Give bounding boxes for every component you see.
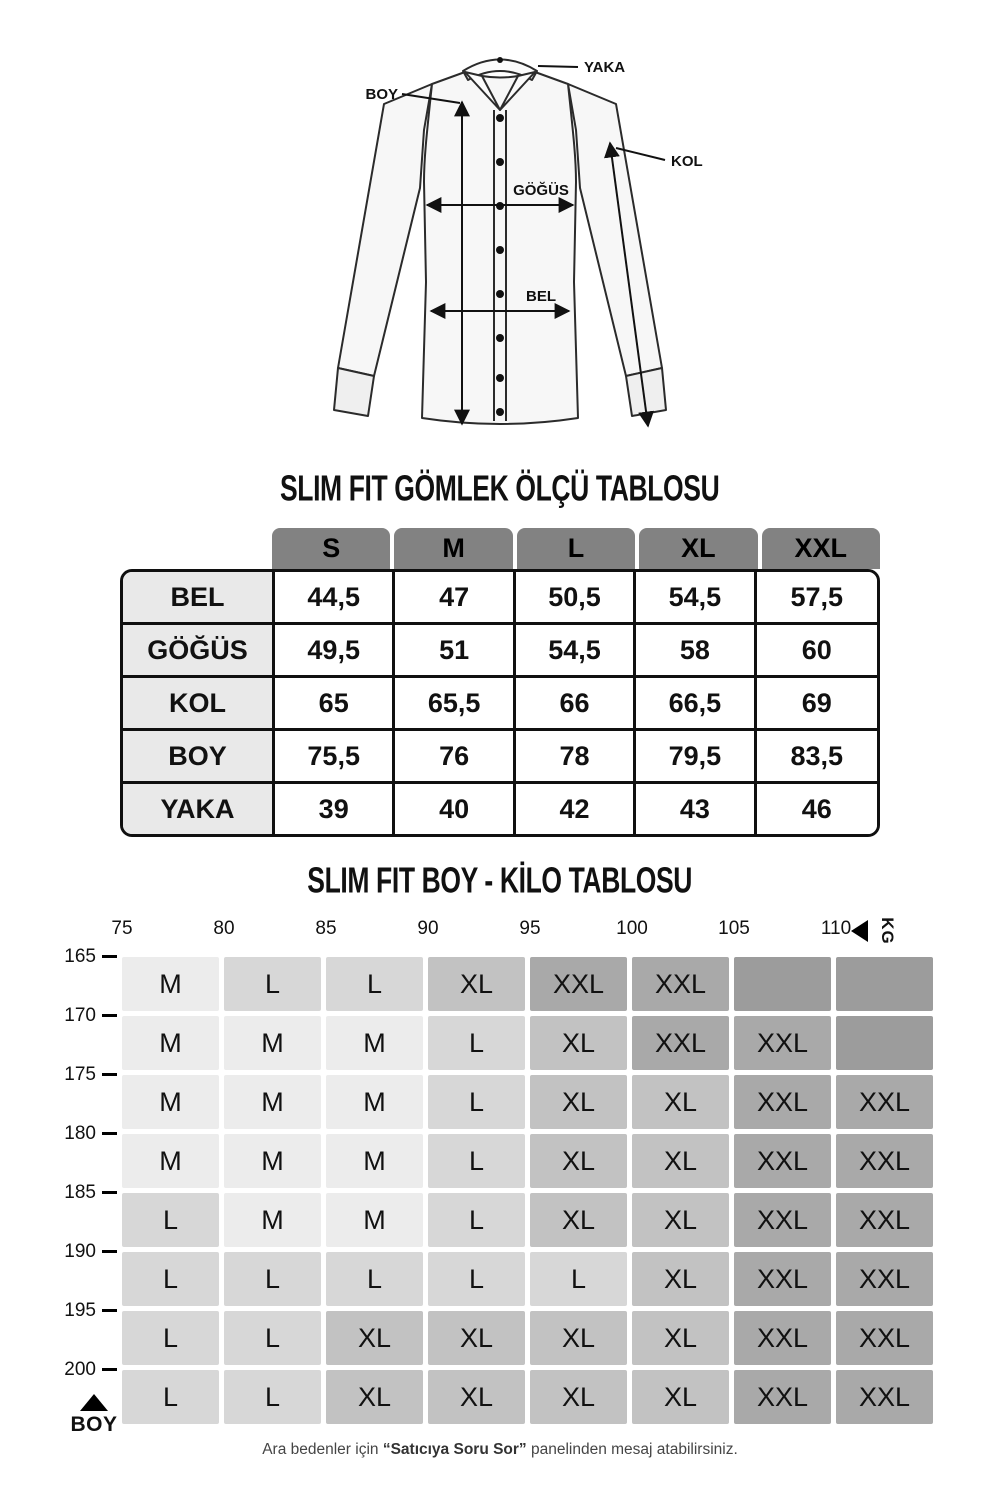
matrix-cell: XL bbox=[326, 1370, 423, 1424]
matrix-cell: L bbox=[224, 957, 321, 1011]
label-boy: BOY bbox=[365, 86, 398, 103]
size-table-cell: 42 bbox=[516, 784, 636, 834]
matrix-cell: XXL bbox=[734, 1370, 831, 1424]
matrix-cell: XL bbox=[632, 1075, 729, 1129]
matrix-cell: M bbox=[122, 1016, 219, 1070]
left-sleeve bbox=[338, 84, 432, 376]
boy-axis-label: 170 bbox=[64, 1005, 96, 1026]
size-table-cell: 40 bbox=[395, 784, 515, 834]
matrix-cell: M bbox=[326, 1075, 423, 1129]
matrix-cell: XL bbox=[530, 1370, 627, 1424]
size-table-row-label: YAKA bbox=[123, 784, 275, 834]
matrix-cell: L bbox=[122, 1370, 219, 1424]
matrix-cell: M bbox=[122, 1134, 219, 1188]
matrix-cell: XL bbox=[428, 1311, 525, 1365]
boy-axis-tick bbox=[102, 1014, 117, 1017]
size-table-cell: 57,5 bbox=[757, 572, 877, 625]
matrix-cell: XL bbox=[632, 1193, 729, 1247]
boy-axis-label: 185 bbox=[64, 1182, 96, 1203]
size-table-row-label: KOL bbox=[123, 678, 275, 731]
size-table-cell: 54,5 bbox=[516, 625, 636, 678]
matrix-cell bbox=[734, 957, 831, 1011]
matrix-cell: XL bbox=[530, 1193, 627, 1247]
matrix-cell: XL bbox=[530, 1016, 627, 1070]
matrix-cell: XL bbox=[326, 1311, 423, 1365]
boy-axis-label: 165 bbox=[64, 946, 96, 967]
matrix-cell: XL bbox=[530, 1075, 627, 1129]
size-table-cell: 69 bbox=[757, 678, 877, 731]
size-table-cell: 39 bbox=[275, 784, 395, 834]
size-table-row-label: BOY bbox=[123, 731, 275, 784]
kg-axis-label: 95 bbox=[519, 918, 541, 939]
size-column-header: M bbox=[394, 528, 512, 569]
matrix-cell bbox=[836, 1016, 933, 1070]
boy-axis-label: 195 bbox=[64, 1300, 96, 1321]
matrix-cell: L bbox=[224, 1311, 321, 1365]
boy-axis-tick bbox=[102, 1132, 117, 1135]
matrix-cell: XXL bbox=[734, 1075, 831, 1129]
matrix-cell: XL bbox=[428, 1370, 525, 1424]
size-table-cell: 44,5 bbox=[275, 572, 395, 625]
matrix-cell: M bbox=[326, 1193, 423, 1247]
kg-axis-label: 100 bbox=[616, 918, 648, 939]
kg-axis-label: 85 bbox=[315, 918, 337, 939]
kg-axis-label: 105 bbox=[718, 918, 750, 939]
matrix-cell: XXL bbox=[836, 1193, 933, 1247]
label-yaka: YAKA bbox=[584, 59, 626, 76]
matrix-cell: M bbox=[224, 1134, 321, 1188]
matrix-cell: M bbox=[224, 1193, 321, 1247]
matrix-cell: M bbox=[224, 1075, 321, 1129]
size-table-cell: 47 bbox=[395, 572, 515, 625]
matrix-cell: XL bbox=[632, 1311, 729, 1365]
size-column-header: XL bbox=[639, 528, 757, 569]
size-table-row-label: BEL bbox=[123, 572, 275, 625]
boy-axis-tick bbox=[102, 1191, 117, 1194]
size-table-cell: 46 bbox=[757, 784, 877, 834]
size-table-cell: 76 bbox=[395, 731, 515, 784]
label-kol: KOL bbox=[671, 153, 703, 170]
size-table-cell: 66,5 bbox=[636, 678, 756, 731]
label-gogus: GÖĞÜS bbox=[513, 182, 569, 199]
matrix-cell: XL bbox=[632, 1134, 729, 1188]
matrix-cell: L bbox=[428, 1075, 525, 1129]
size-column-header: L bbox=[517, 528, 635, 569]
size-column-header: XXL bbox=[762, 528, 880, 569]
matrix-cell: XXL bbox=[836, 1370, 933, 1424]
boy-arrow-icon bbox=[80, 1394, 108, 1411]
size-table-cell: 79,5 bbox=[636, 731, 756, 784]
size-table-body bbox=[120, 569, 880, 837]
matrix-title: SLIM FIT BOY - KİLO TABLOSU bbox=[307, 861, 693, 901]
footer-highlight: “Satıcıya Soru Sor” bbox=[382, 1441, 527, 1458]
matrix-cell: XXL bbox=[530, 957, 627, 1011]
boy-axis-tick bbox=[102, 1250, 117, 1253]
size-table-cell: 60 bbox=[757, 625, 877, 678]
size-table-title: SLIM FIT GÖMLEK ÖLÇÜ TABLOSU bbox=[280, 469, 720, 509]
size-table-cell: 83,5 bbox=[757, 731, 877, 784]
boy-axis-label: 200 bbox=[64, 1359, 96, 1380]
matrix-cell: L bbox=[428, 1252, 525, 1306]
boy-axis-tick bbox=[102, 1309, 117, 1312]
boy-axis-title: BOY bbox=[70, 1413, 118, 1436]
footer-note bbox=[0, 1441, 1000, 1459]
matrix-cell: M bbox=[326, 1134, 423, 1188]
matrix-cell: XL bbox=[530, 1311, 627, 1365]
boy-axis-tick bbox=[102, 1368, 117, 1371]
matrix-cell: M bbox=[224, 1016, 321, 1070]
matrix-cell: L bbox=[326, 957, 423, 1011]
boy-axis-label: 175 bbox=[64, 1064, 96, 1085]
matrix-cell: L bbox=[326, 1252, 423, 1306]
label-bel: BEL bbox=[526, 288, 556, 305]
kg-axis-title: KG bbox=[877, 917, 897, 945]
matrix-cell: XL bbox=[428, 957, 525, 1011]
size-table-cell: 78 bbox=[516, 731, 636, 784]
footer-suffix: panelinden mesaj atabilirsiniz. bbox=[526, 1441, 738, 1458]
matrix-cell: XXL bbox=[734, 1016, 831, 1070]
left-cuff bbox=[334, 368, 374, 416]
kg-axis-label: 80 bbox=[213, 918, 235, 939]
boy-axis-marker bbox=[60, 1394, 128, 1437]
boy-axis-tick bbox=[102, 955, 117, 958]
matrix-cell: M bbox=[122, 957, 219, 1011]
kg-arrow-icon bbox=[851, 920, 868, 942]
size-table-row-label: GÖĞÜS bbox=[123, 625, 275, 678]
size-table-cell: 58 bbox=[636, 625, 756, 678]
footer-prefix: Ara bedenler için bbox=[262, 1441, 383, 1458]
yaka-leader-line bbox=[538, 66, 578, 67]
size-table-cell: 49,5 bbox=[275, 625, 395, 678]
matrix-cell: L bbox=[122, 1311, 219, 1365]
boy-axis-label: 180 bbox=[64, 1123, 96, 1144]
boy-axis-label: 190 bbox=[64, 1241, 96, 1262]
matrix-cell: L bbox=[428, 1193, 525, 1247]
matrix-cell: L bbox=[122, 1252, 219, 1306]
matrix-cell: XXL bbox=[632, 957, 729, 1011]
boy-axis-tick bbox=[102, 1073, 117, 1076]
matrix-cell: XXL bbox=[734, 1311, 831, 1365]
kg-axis-label: 90 bbox=[417, 918, 439, 939]
matrix-cell: M bbox=[326, 1016, 423, 1070]
matrix-cell: XXL bbox=[632, 1016, 729, 1070]
size-table-cell: 50,5 bbox=[516, 572, 636, 625]
boy-kilo-matrix bbox=[122, 957, 933, 1424]
matrix-cell: XXL bbox=[734, 1193, 831, 1247]
matrix-cell: XL bbox=[632, 1370, 729, 1424]
shirt-diagram bbox=[160, 20, 840, 460]
kg-axis-label: 75 bbox=[111, 918, 133, 939]
matrix-cell: L bbox=[428, 1134, 525, 1188]
matrix-cell: XL bbox=[632, 1252, 729, 1306]
matrix-cell: L bbox=[122, 1193, 219, 1247]
size-table bbox=[120, 528, 880, 837]
size-table-cell: 65 bbox=[275, 678, 395, 731]
size-table-header bbox=[272, 528, 880, 569]
kg-axis-label: 110 bbox=[820, 918, 852, 939]
matrix-cell: L bbox=[530, 1252, 627, 1306]
size-column-header: S bbox=[272, 528, 390, 569]
kg-axis-marker bbox=[851, 916, 901, 946]
size-table-cell: 65,5 bbox=[395, 678, 515, 731]
matrix-cell: M bbox=[122, 1075, 219, 1129]
matrix-cell: XXL bbox=[734, 1252, 831, 1306]
matrix-cell bbox=[836, 957, 933, 1011]
matrix-cell: L bbox=[224, 1370, 321, 1424]
matrix-cell: XXL bbox=[734, 1134, 831, 1188]
matrix-cell: XXL bbox=[836, 1075, 933, 1129]
matrix-cell: XL bbox=[530, 1134, 627, 1188]
matrix-cell: XXL bbox=[836, 1134, 933, 1188]
matrix-cell: XXL bbox=[836, 1252, 933, 1306]
matrix-cell: L bbox=[428, 1016, 525, 1070]
size-table-cell: 66 bbox=[516, 678, 636, 731]
size-table-cell: 75,5 bbox=[275, 731, 395, 784]
size-table-cell: 43 bbox=[636, 784, 756, 834]
matrix-cell: XXL bbox=[836, 1311, 933, 1365]
size-table-cell: 51 bbox=[395, 625, 515, 678]
matrix-cell: L bbox=[224, 1252, 321, 1306]
size-table-cell: 54,5 bbox=[636, 572, 756, 625]
right-sleeve bbox=[568, 84, 662, 376]
